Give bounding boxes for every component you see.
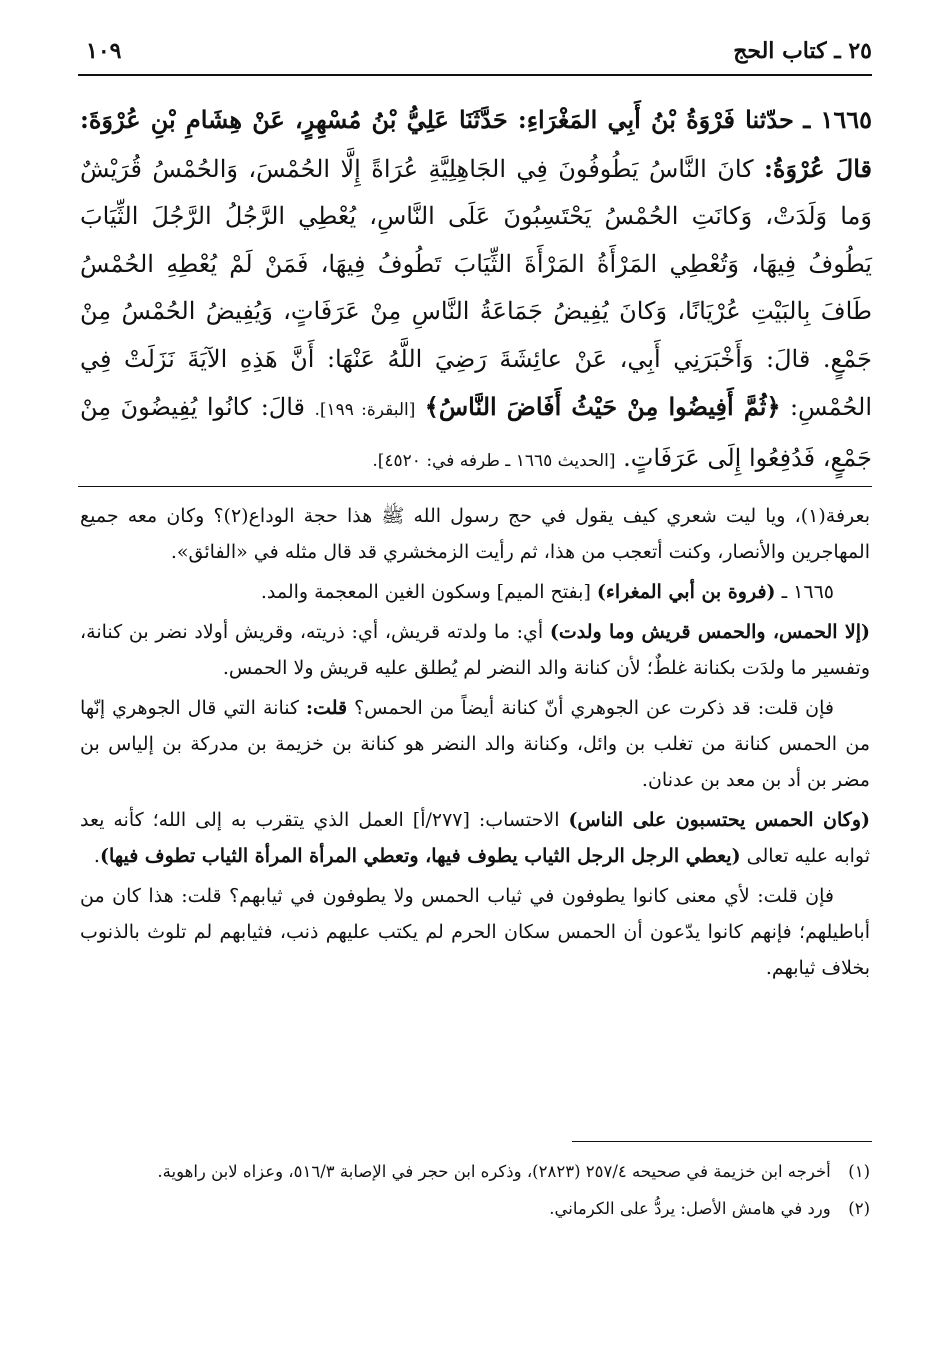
quran-verse: ﴿ثُمَّ أَفِيضُوا مِنْ حَيْثُ أَفَاضَ النَّاسُ﴾ bbox=[424, 392, 781, 421]
header-rule bbox=[78, 74, 872, 76]
hadith-cross-reference: [الحديث ١٦٦٥ ـ طرفه في: ٤٥٢٠]. bbox=[372, 450, 616, 471]
footnote-text: ورد في هامش الأصل: يردُّ على الكرماني. bbox=[549, 1199, 831, 1218]
quran-reference: [البقرة: ١٩٩]. bbox=[314, 400, 416, 420]
commentary-paragraph: (إلا الحمس، والحمس قريش وما ولدت) أي: ما ولدته قريش، أي: ذريته، وقريش أولاد نضر بن كنانة، وتفسير ما ولدَت بكنانة غلطٌ؛ لأن كنانة والد النضر لم يُطلق عليه قريش ولا الحمس. bbox=[80, 621, 870, 679]
hadith-matn-1: كانَ النَّاسُ يَطُوفُونَ فِي الجَاهِلِيَّةِ عُرَاةً إِلَّا الحُمْسَ، وَالحُمْسُ قُرَيْشٌ وَما وَلَدَتْ، وَكانَتِ الحُمْسُ يَحْتَسِبُونَ عَلَى النَّاسِ، يُعْطِي الرَّجُلُ الرَّجُلَ الثِّيَابَ يَطُوفُ فِيهَا، وَتُعْطِي المَرْأَةُ المَرْأَةَ الثِّيَابَ تَطُوفُ فِيهَا، فَمَنْ لَمْ يُعْطِهِ الحُمْسُ طَافَ بِالبَيْتِ عُرْيَانًا، وَكانَ يُفِيضُ جَمَاعَةُ النَّاسِ مِنْ عَرَفَاتٍ، وَيُفِيضُ الحُمْسُ مِنْ جَمْعٍ. قالَ: وَأَخْبَرَنِي أَبِي، عَنْ عائِشَةَ رَضِيَ اللَّهُ عَنْهَا: أَنَّ هَذِهِ الآيَةَ نَزَلَتْ فِي الحُمْسِ: bbox=[80, 154, 872, 421]
commentary-paragraph: بعرفة(١)، ويا ليت شعري كيف يقول في حج رسول الله ﷺ هذا حجة الوداع(٢)؟ وكان معه جميع المهاجرين والأنصار، وكنت أتعجب من هذا، ثم رأيت الزمخشري قد قال مثله في «الفائق». bbox=[80, 505, 870, 563]
footnote-number: (٢) bbox=[848, 1199, 870, 1218]
commentary-paragraph: (وكان الحمس يحتسبون على الناس) الاحتساب: [٢٧٧/أ] العمل الذي يتقرب به إلى الله؛ كأنه يعد ثوابه عليه تعالى (يعطي الرجل الرجل الثياب يطوف فيها، وتعطي المرأة المرأة الثياب تطوف فيها). bbox=[80, 809, 870, 867]
lemma: (وكان الحمس يحتسبون على الناس) bbox=[568, 809, 870, 831]
lemma: (فروة بن أبي المغراء) bbox=[596, 581, 776, 603]
section-divider bbox=[78, 486, 872, 487]
footnote-number: (١) bbox=[848, 1162, 870, 1181]
footnotes bbox=[80, 1156, 870, 1230]
hadith-matn-2: قالَ: كانُوا يُفِيضُونَ مِنْ جَمْعٍ، فَدُفِعُوا إِلَى عَرَفَاتٍ. bbox=[80, 393, 872, 472]
commentary-paragraph: فإن قلت: لأي معنى كانوا يطوفون في ثياب الحمس ولا يطوفون في ثيابهم؟ قلت: هذا كان من أباطيلهم؛ فإنهم كانوا يدّعون أن الحمس سكان الحرم لم يكتب عليهم ذنب، فثيابهم لم تلوث بالذنوب بخلاف ثيابهم. bbox=[80, 885, 870, 979]
lemma: (يعطي الرجل الرجل الثياب يطوف فيها، وتعطي المرأة المرأة الثياب تطوف فيها) bbox=[99, 845, 741, 867]
lemma: (إلا الحمس، والحمس قريش وما ولدت) bbox=[549, 621, 870, 643]
commentary-paragraph: ١٦٦٥ ـ (فروة بن أبي المغراء) [بفتح الميم] وسكون الغين المعجمة والمد. bbox=[260, 581, 834, 603]
footnote-rule bbox=[572, 1141, 872, 1142]
commentary-paragraph: فإن قلت: قد ذكرت عن الجوهري أنّ كنانة أيضاً من الحمس؟ قلت: كنانة التي قال الجوهري إنّها من الحمس كنانة من تغلب بن وائل، وكنانة والد النضر هو كنانة بن خزيمة بن مدركة بن إلياس بن مضر بن أد بن معد بن عدنان. bbox=[80, 697, 870, 791]
commentary bbox=[80, 498, 870, 990]
running-title: ٢٥ ـ كتاب الحج bbox=[733, 38, 872, 64]
hadith-number: ١٦٦٥ ـ bbox=[803, 105, 873, 134]
hadith-text bbox=[80, 96, 872, 485]
lemma: قلت: bbox=[306, 697, 348, 719]
page-number: ١٠٩ bbox=[86, 38, 122, 64]
hadith-isnad: حدّثنا فَرْوَةُ بْنُ أَبِي المَغْرَاءِ: حَدَّثَنَا عَلِيُّ بْنُ مُسْهِرٍ، عَنْ هِشَامِ بْنِ عُرْوَةَ: قالَ عُرْوَةُ: bbox=[80, 105, 872, 183]
page-header bbox=[78, 28, 872, 80]
footnote bbox=[80, 1193, 870, 1224]
footnote bbox=[80, 1156, 870, 1187]
footnote-text: أخرجه ابن خزيمة في صحيحه ٢٥٧/٤ (٢٨٢٣)، وذكره ابن حجر في الإصابة ٥١٦/٣، وعزاه لابن راهوية. bbox=[157, 1162, 831, 1181]
hadith-number-ref: ١٦٦٥ ـ bbox=[781, 581, 834, 603]
